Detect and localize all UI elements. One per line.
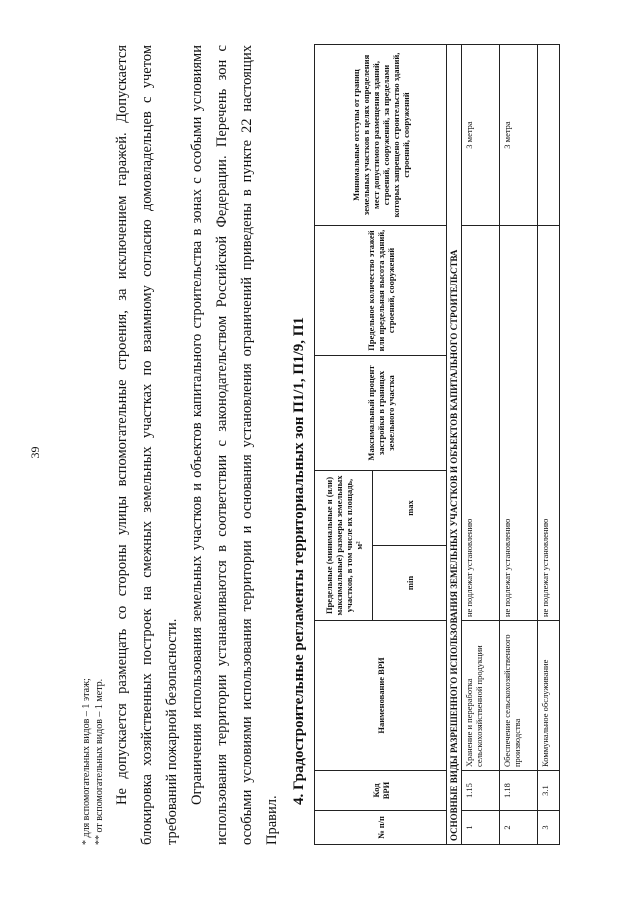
row-code: 1.18	[500, 771, 538, 811]
table-row	[462, 45, 500, 845]
header-max: max	[373, 471, 447, 546]
row-num: 3	[538, 811, 560, 845]
section-title-row: ОСНОВНЫЕ ВИДЫ РАЗРЕШЕННОГО ИСПОЛЬЗОВАНИЯ ЗЕМЕЛЬНЫХ УЧАСТКОВ И ОБЪЕКТОВ КАПИТАЛЬНОГО СТРОИТЕЛЬСТВА	[447, 45, 462, 845]
header-size: Предельные (минимальные и (или) максимальные) размеры земельных участков, в том числе их площадь, м²	[315, 471, 373, 621]
paragraph-restrictions: Ограничения использования земельных участков и объектов капитального строительства в зонах с особыми условиями использования территории устанавливаются в соответствии с законодательством Российской Федерации. Перечень зон с особыми условиями использования территории и основания установления ограничений приведены в пункте 22 настоящих Правил.	[189, 45, 280, 845]
table-row	[538, 45, 560, 845]
header-floors: Предельное количество этажей или предельная высота зданий, строений, сооружений	[315, 226, 447, 356]
table-row	[500, 45, 538, 845]
footnote-1: * для вспомогательных видов – 1 этаж;	[81, 678, 92, 845]
row-code: 1.15	[462, 771, 500, 811]
page-number: 39	[28, 446, 42, 459]
page-content	[80, 45, 560, 845]
row-name: Хранение и переработка сельскохозяйственной продукции	[462, 621, 500, 771]
header-code: Код ВРИ	[315, 771, 447, 811]
header-num: № п/п	[315, 811, 447, 845]
row-num: 2	[500, 811, 538, 845]
header-min: min	[373, 546, 447, 621]
row-setback: 3 метра	[462, 45, 500, 226]
row-name: Обеспечение сельскохозяйственного производства	[500, 621, 538, 771]
footnote-2: ** от вспомогательных видов – 1 метр.	[94, 678, 105, 845]
header-name: Наименование ВРИ	[315, 621, 447, 771]
row-note: не подлежат установлению	[462, 226, 500, 621]
header-coverage: Максимальный процент застройки в границах земельного участка	[315, 356, 447, 471]
header-setback: Минимальные отступы от границ земельных участков в целях определения мест допустимого размещения зданий, строений, сооружений, за пределами которых запрещено строительство зданий, строений, сооружений	[315, 45, 447, 226]
row-note: не подлежат установлению	[538, 226, 560, 621]
row-name: Коммунальное обслуживание	[538, 621, 560, 771]
row-note: не подлежат установлению	[500, 226, 538, 621]
regulations-table	[314, 44, 560, 845]
row-code: 3.1	[538, 771, 560, 811]
paragraph-outbuildings: Не допускается размещать со стороны улицы вспомогательные строения, за исключением гаражей. Допускается блокировка хозяйственных построек на смежных земельных участках по взаимному согласию домовладельцев с учетом требований пожарной безопасности.	[114, 45, 180, 845]
section-heading: 4. Градостроительные регламенты территориальных зон П1/1, П1/9, П1	[291, 317, 307, 805]
row-num: 1	[462, 811, 500, 845]
row-setback: 3 метра	[500, 45, 538, 226]
row-setback	[538, 45, 560, 226]
